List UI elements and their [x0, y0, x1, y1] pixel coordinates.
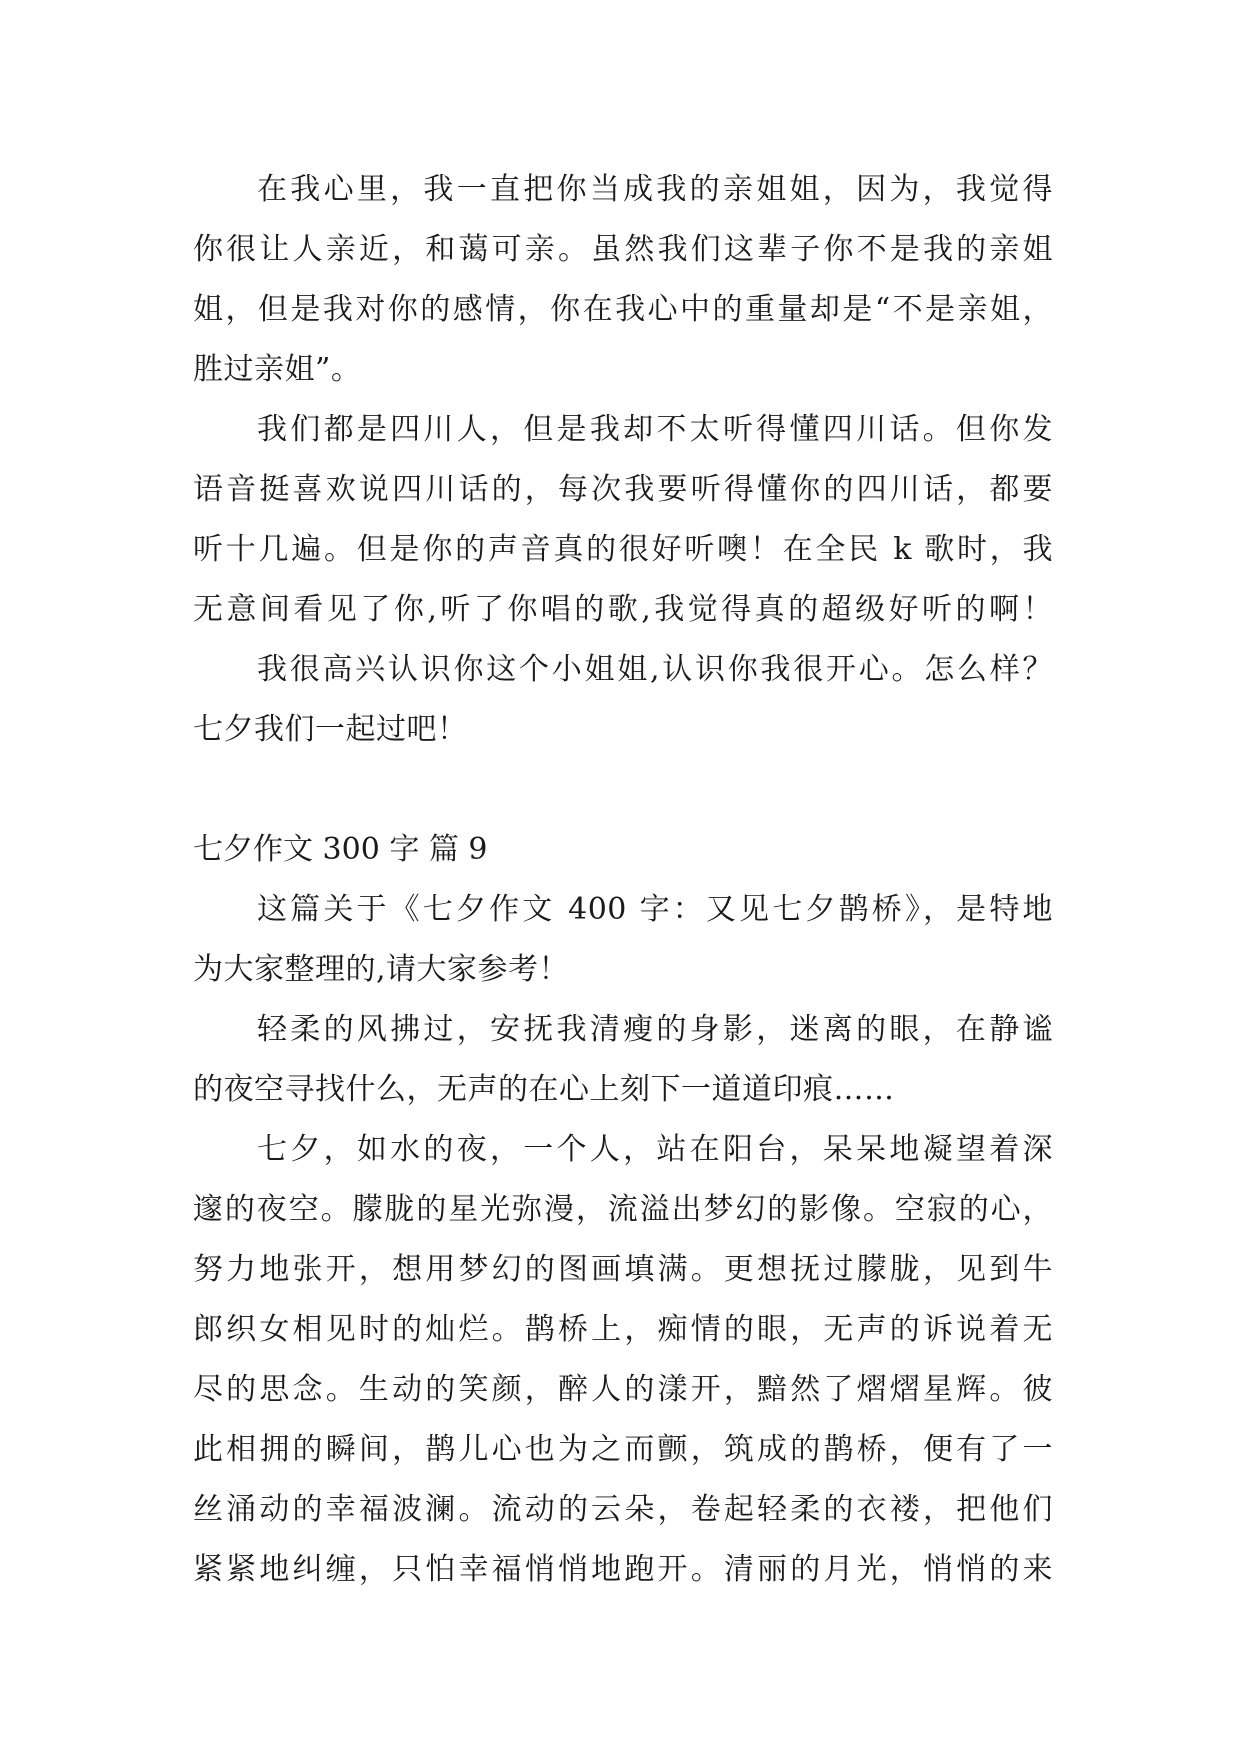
text-line: 在我心里，我一直把你当成我的亲姐姐，因为，我觉得	[257, 172, 1053, 207]
text-line: 无意间看见了你,听了你唱的歌,我觉得真的超级好听的啊！	[193, 592, 1053, 627]
text-line: 尽的思念。生动的笑颜，醉人的漾开，黯然了熠熠星辉。彼	[193, 1372, 1053, 1407]
paragraph-1	[193, 160, 1053, 400]
text-line: 我们都是四川人，但是我却不太听得懂四川话。但你发	[257, 412, 1053, 447]
section-heading: 七夕作文 300 字 篇 9	[193, 832, 488, 867]
text-line: 邃的夜空。朦胧的星光弥漫，流溢出梦幻的影像。空寂的心，	[193, 1192, 1053, 1227]
text-line: 这篇关于《七夕作文 400 字：又见七夕鹊桥》，是特地	[257, 892, 1053, 927]
text-line: 努力地张开，想用梦幻的图画填满。更想抚过朦胧，见到牛	[193, 1252, 1053, 1287]
paragraph-4	[193, 880, 1053, 1000]
text-line: 的夜空寻找什么，无声的在心上刻下一道道印痕……	[193, 1072, 895, 1107]
text-line: 你很让人亲近，和蔼可亲。虽然我们这辈子你不是我的亲姐	[193, 232, 1053, 267]
text-line: 语音挺喜欢说四川话的，每次我要听得懂你的四川话，都要	[193, 472, 1053, 507]
paragraph-3	[193, 640, 1053, 760]
text-line: 听十几遍。但是你的声音真的很好听噢！在全民 k 歌时，我	[193, 532, 1053, 567]
paragraph-2	[193, 400, 1053, 640]
text-line: 郎织女相见时的灿烂。鹊桥上，痴情的眼，无声的诉说着无	[193, 1312, 1053, 1347]
text-line: 七夕，如水的夜，一个人，站在阳台，呆呆地凝望着深	[257, 1132, 1053, 1167]
text-line: 轻柔的风拂过，安抚我清瘦的身影，迷离的眼，在静谧	[257, 1012, 1053, 1047]
text-line: 紧紧地纠缠，只怕幸福悄悄地跑开。清丽的月光，悄悄的来	[193, 1552, 1053, 1587]
text-line: 姐，但是我对你的感情，你在我心中的重量却是“不是亲姐，	[193, 292, 1053, 327]
text-line: 我很高兴认识你这个小姐姐,认识你我很开心。怎么样？	[257, 652, 1053, 687]
paragraph-5	[193, 1000, 1053, 1120]
text-line: 丝涌动的幸福波澜。流动的云朵，卷起轻柔的衣褛，把他们	[193, 1492, 1053, 1527]
paragraph-6	[193, 1120, 1053, 1600]
text-line: 为大家整理的,请大家参考！	[193, 952, 570, 987]
text-line: 胜过亲姐”。	[193, 352, 362, 387]
text-line: 此相拥的瞬间，鹊儿心也为之而颤，筑成的鹊桥，便有了一	[193, 1432, 1053, 1467]
text-line: 七夕我们一起过吧！	[193, 712, 468, 747]
document-page	[193, 160, 1053, 1600]
